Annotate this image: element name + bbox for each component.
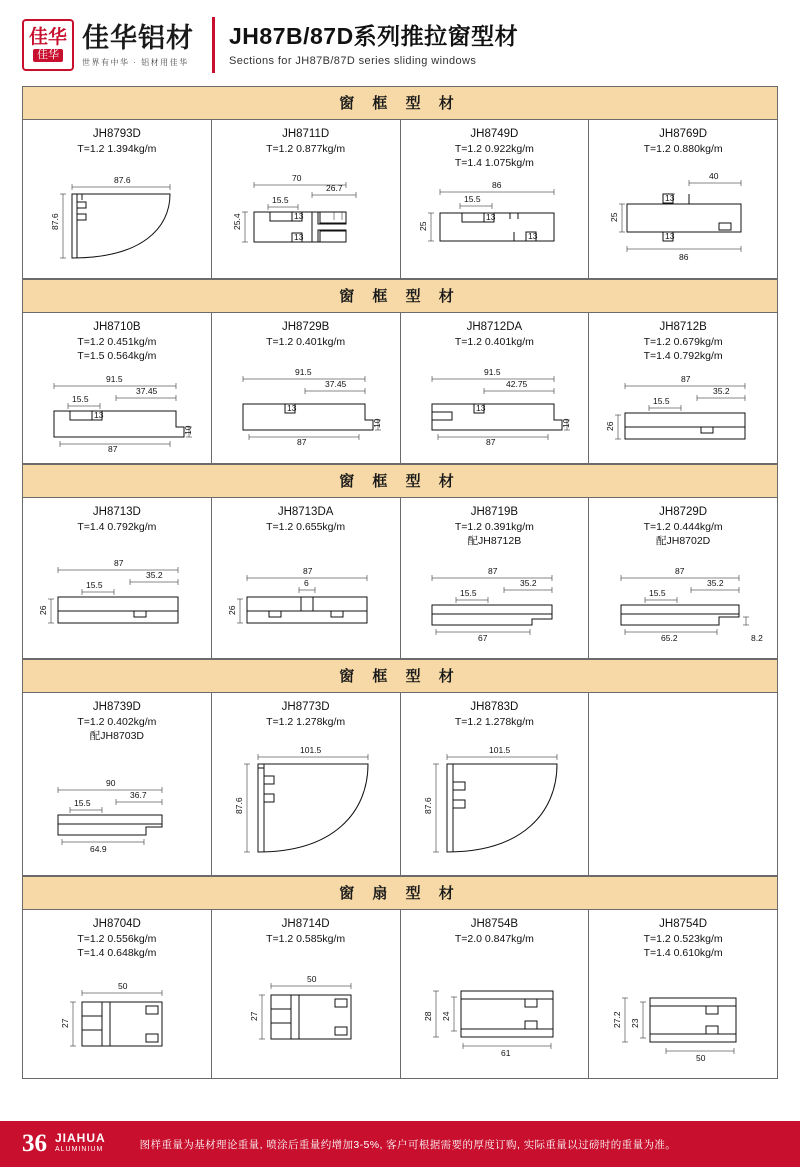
profile-spec: T=1.2 0.444kg/m xyxy=(643,521,723,533)
svg-text:65.2: 65.2 xyxy=(660,633,678,643)
profile-cell-jh8711d xyxy=(212,120,401,278)
profile-cell-jh8773d xyxy=(212,693,401,875)
section-band-5: 窗 扇 型 材 xyxy=(23,876,777,910)
profile-figure-jh8769d xyxy=(593,156,773,274)
svg-text:35.2: 35.2 xyxy=(712,386,730,396)
svg-text:91.5: 91.5 xyxy=(106,374,123,384)
profile-figure-jh8739d xyxy=(27,743,207,871)
svg-text:8.2: 8.2 xyxy=(750,633,763,643)
profile-figure-jh8712da xyxy=(405,349,585,459)
logo-slogan: 世界有中华 · 铝材用佳华 xyxy=(82,57,189,67)
svg-text:101.5: 101.5 xyxy=(300,745,322,755)
profile-figure-jh8754b xyxy=(405,946,585,1074)
svg-text:24: 24 xyxy=(440,1011,451,1021)
svg-text:28: 28 xyxy=(422,1011,433,1021)
profile-code: JH8739D xyxy=(92,701,141,713)
profile-cell-jh8729d xyxy=(589,498,777,658)
profile-spec: T=1.2 0.556kg/m xyxy=(77,933,157,945)
svg-text:15.5: 15.5 xyxy=(271,195,289,205)
svg-text:13: 13 xyxy=(293,211,304,221)
svg-text:27: 27 xyxy=(248,1011,259,1021)
svg-text:25.4: 25.4 xyxy=(231,213,242,230)
svg-text:13: 13 xyxy=(486,212,496,222)
profile-cell-jh8783d xyxy=(401,693,590,875)
profile-cell-jh8713d xyxy=(23,498,212,658)
profile-code: JH8729B xyxy=(281,321,330,333)
svg-text:37.45: 37.45 xyxy=(325,379,347,389)
svg-text:25: 25 xyxy=(418,221,429,231)
brand-logo xyxy=(22,19,194,71)
page-title: JH87B/87D系列推拉窗型材 xyxy=(229,23,519,49)
profile-spec: T=1.2 0.880kg/m xyxy=(643,143,723,155)
profile-figure-jh8754d xyxy=(593,960,773,1074)
profile-spec: T=1.2 0.401kg/m xyxy=(454,336,534,348)
profile-row-2 xyxy=(23,313,777,464)
svg-text:87.6: 87.6 xyxy=(113,175,131,185)
profile-code: JH8719B xyxy=(470,506,519,518)
svg-text:87.6: 87.6 xyxy=(49,213,60,230)
svg-text:26: 26 xyxy=(227,605,238,615)
profile-cell-jh8769d xyxy=(589,120,777,278)
section-band-3: 窗 框 型 材 xyxy=(23,464,777,498)
svg-text:40: 40 xyxy=(709,171,719,181)
profile-cell-jh8712da xyxy=(401,313,590,463)
profile-spec: T=1.4 0.610kg/m xyxy=(643,947,723,959)
profile-row-4 xyxy=(23,693,777,876)
svg-text:87: 87 xyxy=(303,566,313,576)
profile-figure-jh8704d xyxy=(27,960,207,1074)
svg-text:87: 87 xyxy=(114,558,124,568)
svg-text:50: 50 xyxy=(306,974,317,984)
svg-text:87: 87 xyxy=(680,374,691,384)
svg-text:6: 6 xyxy=(304,578,309,588)
profile-code: JH8769D xyxy=(659,128,708,140)
svg-text:15.5: 15.5 xyxy=(72,394,89,404)
svg-text:35.2: 35.2 xyxy=(519,578,537,588)
svg-text:67: 67 xyxy=(477,633,488,643)
page-header xyxy=(0,0,800,86)
svg-text:87: 87 xyxy=(674,566,685,576)
profile-code: JH8712B xyxy=(659,321,707,333)
profile-cell-jh8754d xyxy=(589,910,777,1078)
profile-figure-jh8714d xyxy=(216,946,396,1074)
profile-figure-jh8719b xyxy=(405,548,585,654)
profile-code: JH8712DA xyxy=(466,321,523,333)
profile-code: JH8793D xyxy=(92,128,141,140)
svg-text:90: 90 xyxy=(106,778,116,788)
profile-spec-match: 配JH8712B xyxy=(467,535,522,547)
svg-text:27: 27 xyxy=(59,1018,70,1028)
page-subtitle: Sections for JH87B/87D series sliding windows xyxy=(229,55,477,67)
profile-spec: T=2.0 0.847kg/m xyxy=(454,933,534,945)
svg-text:101.5: 101.5 xyxy=(488,745,511,755)
svg-text:15.5: 15.5 xyxy=(86,580,103,590)
svg-text:50: 50 xyxy=(695,1053,706,1063)
profile-code: JH8713D xyxy=(92,506,141,518)
profile-cell-jh8793d xyxy=(23,120,212,278)
profile-spec: T=1.2 0.679kg/m xyxy=(643,336,723,348)
profile-code: JH8754D xyxy=(659,918,708,930)
logo-mark-top: 佳华 xyxy=(28,27,67,48)
section-band-1: 窗 框 型 材 xyxy=(23,87,777,120)
svg-text:50: 50 xyxy=(117,981,128,991)
svg-text:13: 13 xyxy=(94,410,104,420)
svg-text:13: 13 xyxy=(665,231,675,241)
profile-figure-jh8729b xyxy=(216,349,396,459)
logo-mark-icon xyxy=(22,19,74,71)
profile-cell-jh8749d xyxy=(401,120,590,278)
profile-row-5 xyxy=(23,910,777,1079)
profile-figure-jh8749d xyxy=(405,170,585,274)
logo-company-name: 佳华铝材 xyxy=(82,22,194,53)
svg-text:70: 70 xyxy=(291,173,302,183)
profile-figure-jh8729d xyxy=(593,548,773,654)
svg-text:10: 10 xyxy=(372,418,383,428)
svg-text:27.2: 27.2 xyxy=(611,1011,622,1028)
profile-spec: T=1.2 0.922kg/m xyxy=(454,143,534,155)
svg-text:26: 26 xyxy=(38,605,49,615)
footer-note: 图样重量为基材理论重量, 喷涂后重量约增加3-5%, 客户可根据需要的厚度订购, 实际重量以过磅时的重量为准。 xyxy=(139,1138,677,1151)
svg-text:64.9: 64.9 xyxy=(90,844,107,854)
svg-text:87: 87 xyxy=(485,437,496,446)
svg-text:36.7: 36.7 xyxy=(130,790,147,800)
svg-text:37.45: 37.45 xyxy=(136,386,158,396)
profile-code: JH8729D xyxy=(659,506,708,518)
profile-cell-jh8704d xyxy=(23,910,212,1078)
profile-spec: T=1.4 1.075kg/m xyxy=(454,157,534,169)
profile-cell-empty xyxy=(589,693,777,875)
profile-spec: T=1.4 0.648kg/m xyxy=(77,947,157,959)
profile-figure-jh8712b xyxy=(593,363,773,459)
page-number: 36 xyxy=(22,1130,47,1157)
svg-text:26.7: 26.7 xyxy=(325,183,343,193)
svg-text:15.5: 15.5 xyxy=(74,798,91,808)
svg-text:91.5: 91.5 xyxy=(483,367,501,377)
svg-text:91.5: 91.5 xyxy=(295,367,312,377)
svg-text:13: 13 xyxy=(287,403,297,413)
profile-code: JH8704D xyxy=(92,918,141,930)
profile-spec: T=1.2 1.278kg/m xyxy=(454,716,534,728)
svg-text:15.5: 15.5 xyxy=(652,396,670,406)
profile-figure-jh8773d xyxy=(216,729,396,871)
profile-code: JH8711D xyxy=(282,128,330,140)
profile-spec: T=1.2 0.585kg/m xyxy=(266,933,346,945)
profile-spec: T=1.2 0.655kg/m xyxy=(266,521,346,533)
profile-code: JH8754B xyxy=(470,918,519,930)
svg-text:10: 10 xyxy=(560,418,571,428)
profile-spec: T=1.2 0.402kg/m xyxy=(77,716,157,728)
profile-cell-jh8710b xyxy=(23,313,212,463)
section-band-4: 窗 框 型 材 xyxy=(23,659,777,693)
profile-code: JH8714D xyxy=(281,918,330,930)
svg-text:42.75: 42.75 xyxy=(505,379,528,389)
logo-mark-bottom: 佳华 xyxy=(33,49,63,62)
profile-spec: T=1.4 0.792kg/m xyxy=(643,350,723,362)
profile-figure-jh8710b xyxy=(27,363,207,459)
profile-figure-jh8783d xyxy=(405,729,585,871)
svg-text:26: 26 xyxy=(604,421,615,431)
profile-code: JH8713DA xyxy=(277,506,334,518)
profile-cell-jh8714d xyxy=(212,910,401,1078)
svg-text:87: 87 xyxy=(487,566,498,576)
profile-spec-match: 配JH8702D xyxy=(655,535,711,547)
section-band-2: 窗 框 型 材 xyxy=(23,279,777,313)
profiles-sheet xyxy=(22,86,778,1079)
profile-spec-match: 配JH8703D xyxy=(89,730,145,742)
svg-text:87.6: 87.6 xyxy=(422,797,433,814)
svg-text:23: 23 xyxy=(629,1018,640,1028)
header-divider xyxy=(212,17,215,73)
profile-code: JH8773D xyxy=(281,701,330,713)
profile-spec: T=1.4 0.792kg/m xyxy=(77,521,157,533)
svg-text:87.6: 87.6 xyxy=(234,797,245,814)
footer-brand xyxy=(55,1132,106,1156)
svg-text:35.2: 35.2 xyxy=(706,578,724,588)
profile-cell-jh8719b xyxy=(401,498,590,658)
footer-brand-cn: JIAHUA xyxy=(55,1131,106,1145)
svg-text:87: 87 xyxy=(108,444,118,453)
profile-spec: T=1.2 0.391kg/m xyxy=(454,521,534,533)
svg-text:15.5: 15.5 xyxy=(459,588,477,598)
svg-text:13: 13 xyxy=(528,231,538,241)
svg-text:25: 25 xyxy=(609,212,620,222)
profile-figure-jh8711d xyxy=(216,156,396,274)
profile-code: JH8783D xyxy=(470,701,519,713)
profile-cell-jh8729b xyxy=(212,313,401,463)
svg-text:86: 86 xyxy=(492,180,502,190)
profile-cell-jh8739d xyxy=(23,693,212,875)
svg-text:35.2: 35.2 xyxy=(146,570,163,580)
profile-spec: T=1.5 0.564kg/m xyxy=(77,350,157,362)
profile-row-1 xyxy=(23,120,777,279)
svg-text:86: 86 xyxy=(679,252,689,262)
profile-spec: T=1.2 0.451kg/m xyxy=(77,336,157,348)
profile-spec: T=1.2 1.394kg/m xyxy=(77,143,157,155)
svg-text:61: 61 xyxy=(500,1048,511,1057)
profile-figure-jh8713d xyxy=(27,534,207,654)
footer-brand-en: ALUMINIUM xyxy=(55,1146,104,1153)
profile-code: JH8710B xyxy=(93,321,141,333)
profile-figure-jh8713da xyxy=(216,534,396,654)
profile-cell-jh8754b xyxy=(401,910,590,1078)
svg-text:10: 10 xyxy=(183,425,194,435)
profile-spec: T=1.2 0.877kg/m xyxy=(266,143,346,155)
page-footer xyxy=(0,1121,800,1167)
profile-figure-jh8793d xyxy=(27,156,207,274)
profile-code: JH8749D xyxy=(470,128,519,140)
svg-text:13: 13 xyxy=(475,403,486,413)
profile-spec: T=1.2 0.401kg/m xyxy=(266,336,346,348)
svg-text:13: 13 xyxy=(665,193,675,203)
profile-spec: T=1.2 0.523kg/m xyxy=(643,933,723,945)
svg-text:87: 87 xyxy=(297,437,307,446)
profile-row-3 xyxy=(23,498,777,659)
profile-cell-jh8712b xyxy=(589,313,777,463)
profile-spec: T=1.2 1.278kg/m xyxy=(266,716,346,728)
svg-text:13: 13 xyxy=(293,232,304,242)
svg-text:15.5: 15.5 xyxy=(648,588,666,598)
svg-text:15.5: 15.5 xyxy=(464,194,481,204)
profile-cell-jh8713da xyxy=(212,498,401,658)
